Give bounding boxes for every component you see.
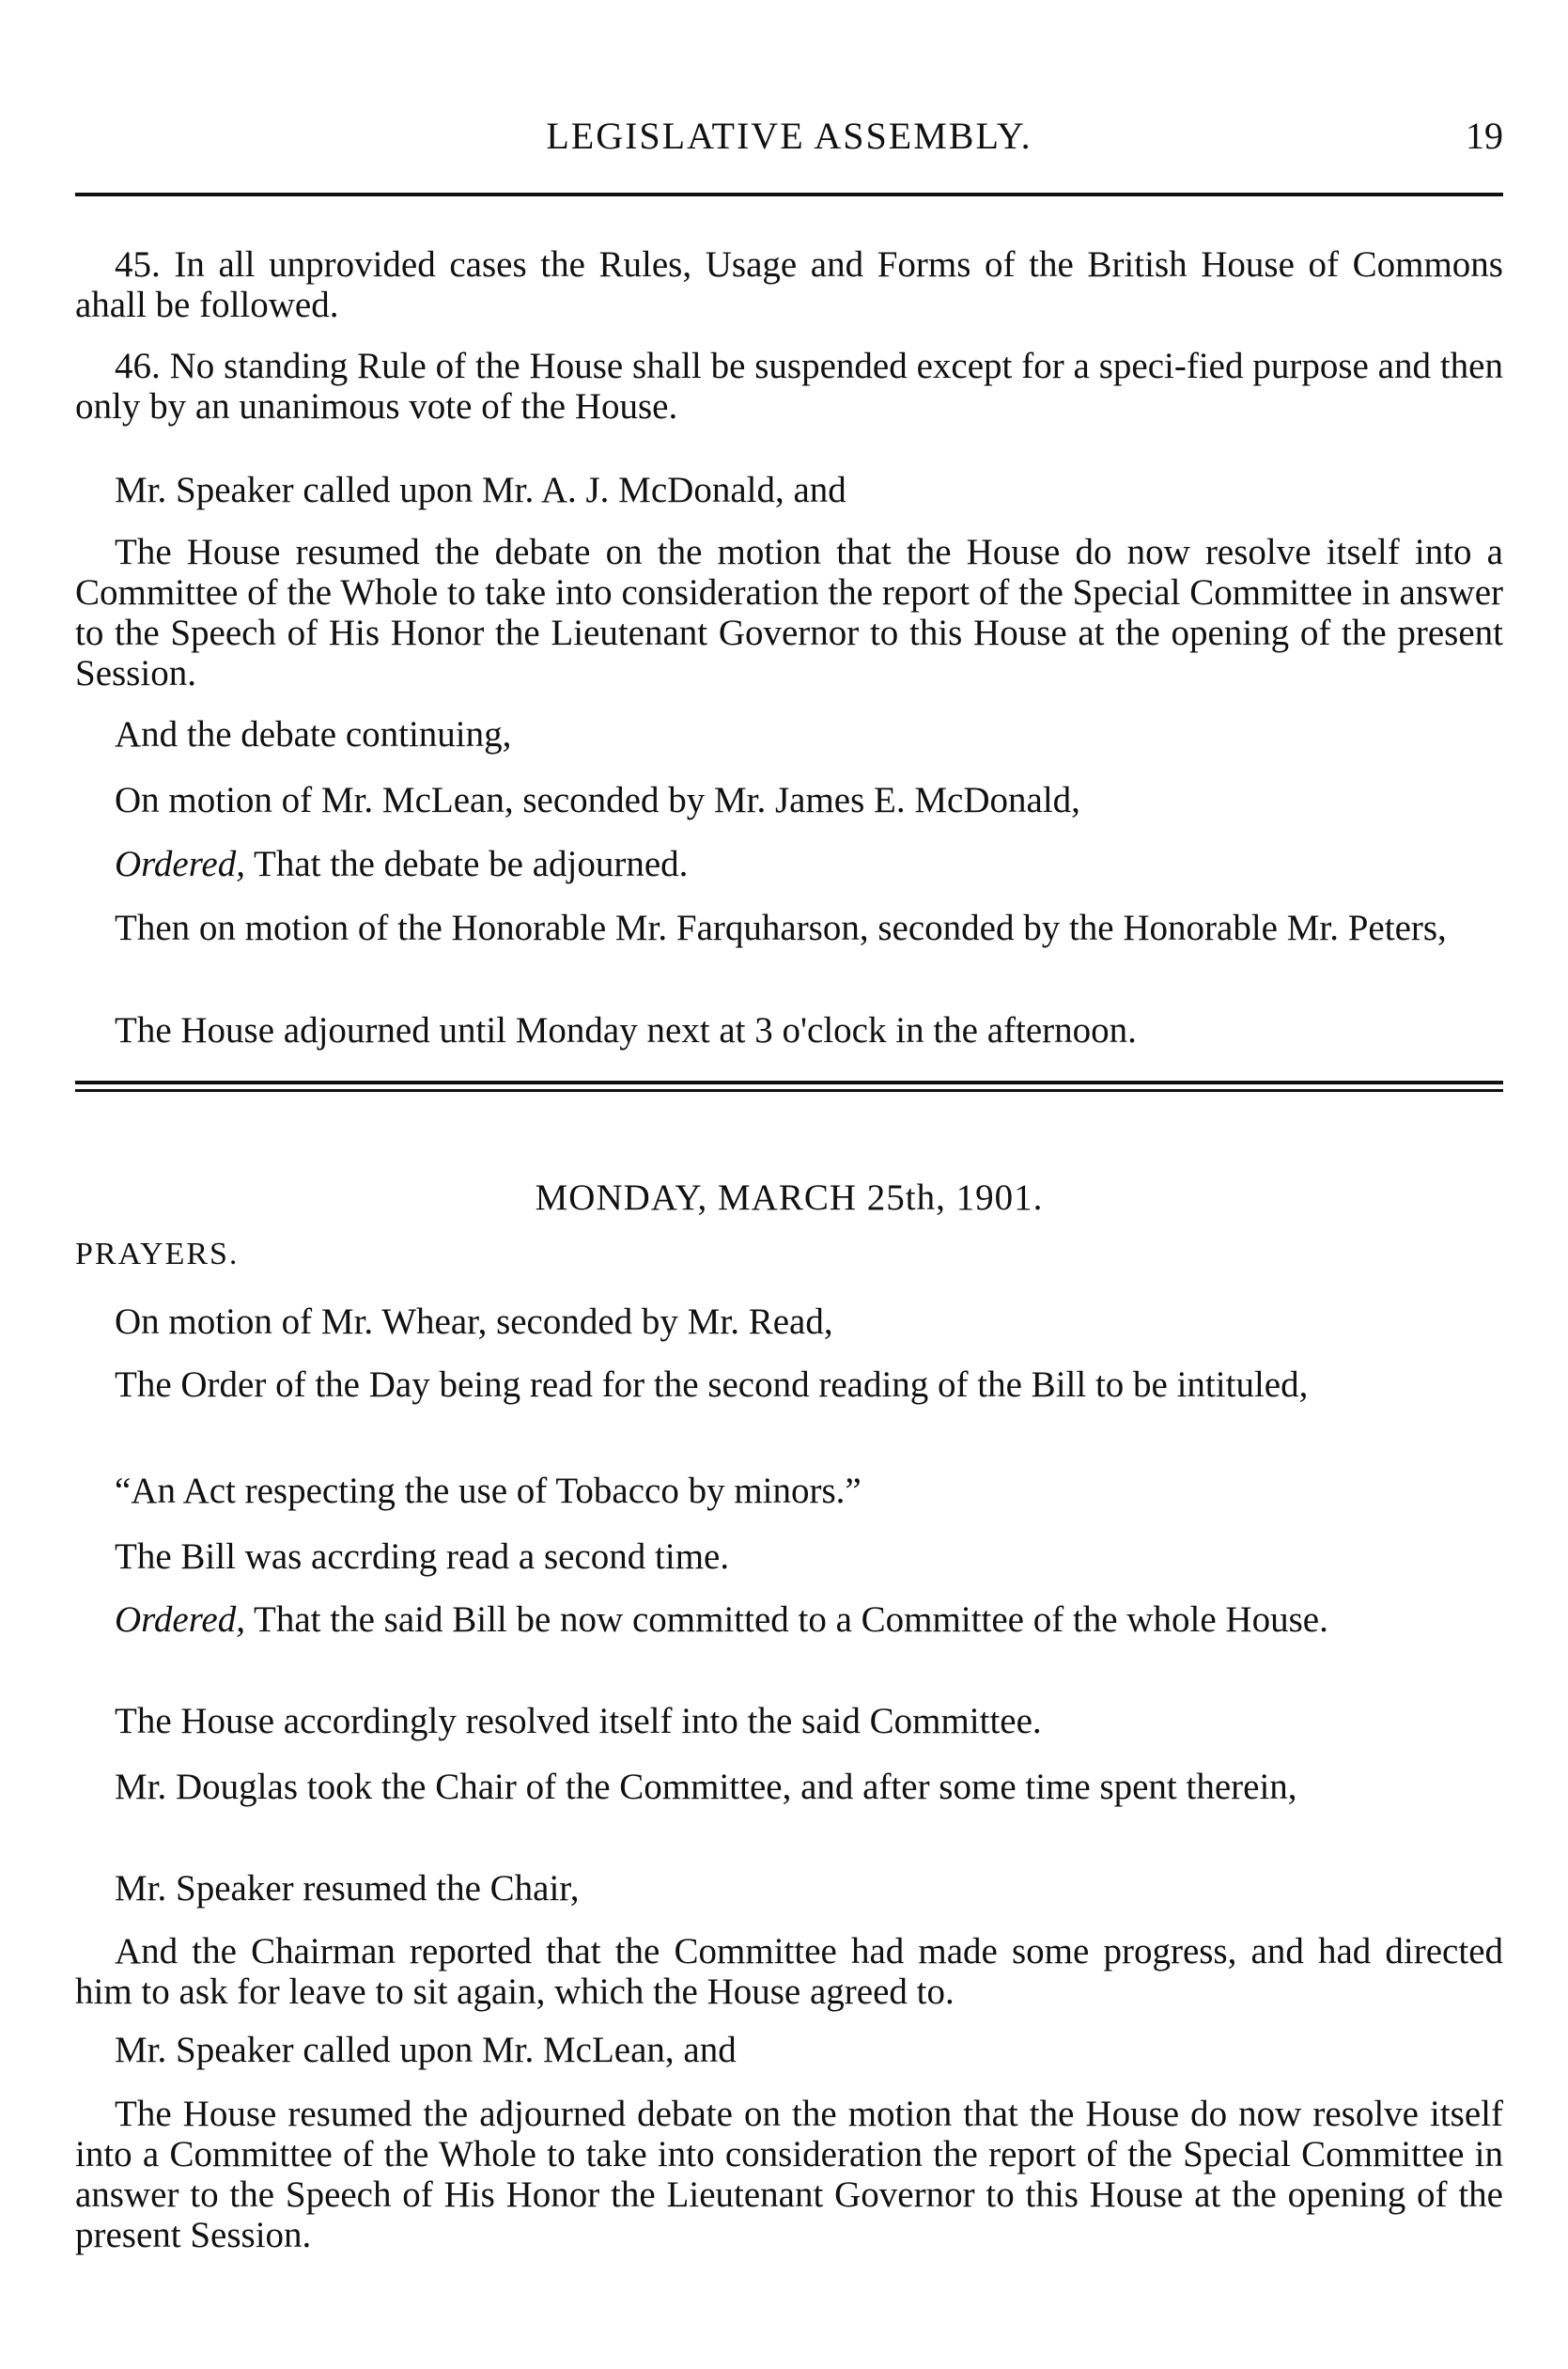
page-number: 19 bbox=[1466, 115, 1503, 157]
prayers-heading: PRAYERS. bbox=[75, 1237, 240, 1271]
journal-page bbox=[75, 0, 1503, 2369]
running-title: LEGISLATIVE ASSEMBLY. bbox=[546, 115, 1032, 157]
debate-resumed-2: The House resumed the adjourned debate on the motion that the House do now resolve itself into a Committee of the Whole to take into consideration the report of the Special Committee in answer to the Speech of His Honor the Lieutenant Governor to this House at the opening of the present Session. bbox=[75, 2094, 1503, 2255]
second-reading: The Bill was accrding read a second time. bbox=[115, 1536, 730, 1577]
ordered-text: That the said Bill be now committed to a Committee of the whole House. bbox=[245, 1599, 1328, 1640]
house-resolved: The House accordingly resolved itself into the said Committee. bbox=[115, 1701, 1042, 1741]
motion-whear: On motion of Mr. Whear, seconded by Mr. Read, bbox=[115, 1301, 833, 1342]
sitting-date-heading: MONDAY, MARCH 25th, 1901. bbox=[535, 1177, 1044, 1218]
order-adjourn bbox=[75, 844, 1503, 884]
speaker-call-2: Mr. Speaker called upon Mr. McLean, and bbox=[115, 2030, 737, 2070]
section-double-rule bbox=[75, 1081, 1503, 1092]
running-head bbox=[75, 113, 1503, 160]
order-committed bbox=[75, 1599, 1503, 1640]
speaker-call-1: Mr. Speaker called upon Mr. A. J. McDonald, and bbox=[115, 470, 846, 510]
ordered-label: Ordered, bbox=[115, 844, 245, 884]
bill-title: “An Act respecting the use of Tobacco by minors.” bbox=[115, 1471, 862, 1511]
rule-46: 46. No standing Rule of the House shall be suspended except for a speci-fied purpose and then only by an unanimous vote of the House. bbox=[75, 346, 1503, 427]
speaker-resumed: Mr. Speaker resumed the Chair, bbox=[115, 1868, 580, 1909]
douglas-chair: Mr. Douglas took the Chair of the Committee, and after some time spent therein, bbox=[115, 1767, 1297, 1807]
house-adjourned: The House adjourned until Monday next at 3 o'clock in the afternoon. bbox=[115, 1010, 1137, 1051]
motion-farquharson: Then on motion of the Honorable Mr. Farquharson, seconded by the Honorable Mr. Peters, bbox=[115, 908, 1447, 948]
header-rule bbox=[75, 193, 1503, 196]
debate-resumed-1: The House resumed the debate on the motion that the House do now resolve itself into a Committee of the Whole to take into consideration the report of the Special Committee in answer to the Speech of His Honor the Lieutenant Governor to this House at the opening of the present Session. bbox=[75, 532, 1503, 694]
rule-45: 45. In all unprovided cases the Rules, Usage and Forms of the British House of Commons ahall be followed. bbox=[75, 244, 1503, 325]
debate-continuing: And the debate continuing, bbox=[115, 714, 512, 755]
motion-mclean: On motion of Mr. McLean, seconded by Mr. James E. McDonald, bbox=[115, 780, 1080, 820]
order-of-day: The Order of the Day being read for the second reading of the Bill to be intituled, bbox=[115, 1364, 1309, 1405]
ordered-label: Ordered, bbox=[115, 1599, 245, 1640]
chairman-reported: And the Chairman reported that the Committee had made some progress, and had directed him to ask for leave to sit again, which the House agreed to. bbox=[75, 1931, 1503, 2012]
ordered-text: That the debate be adjourned. bbox=[245, 844, 689, 884]
